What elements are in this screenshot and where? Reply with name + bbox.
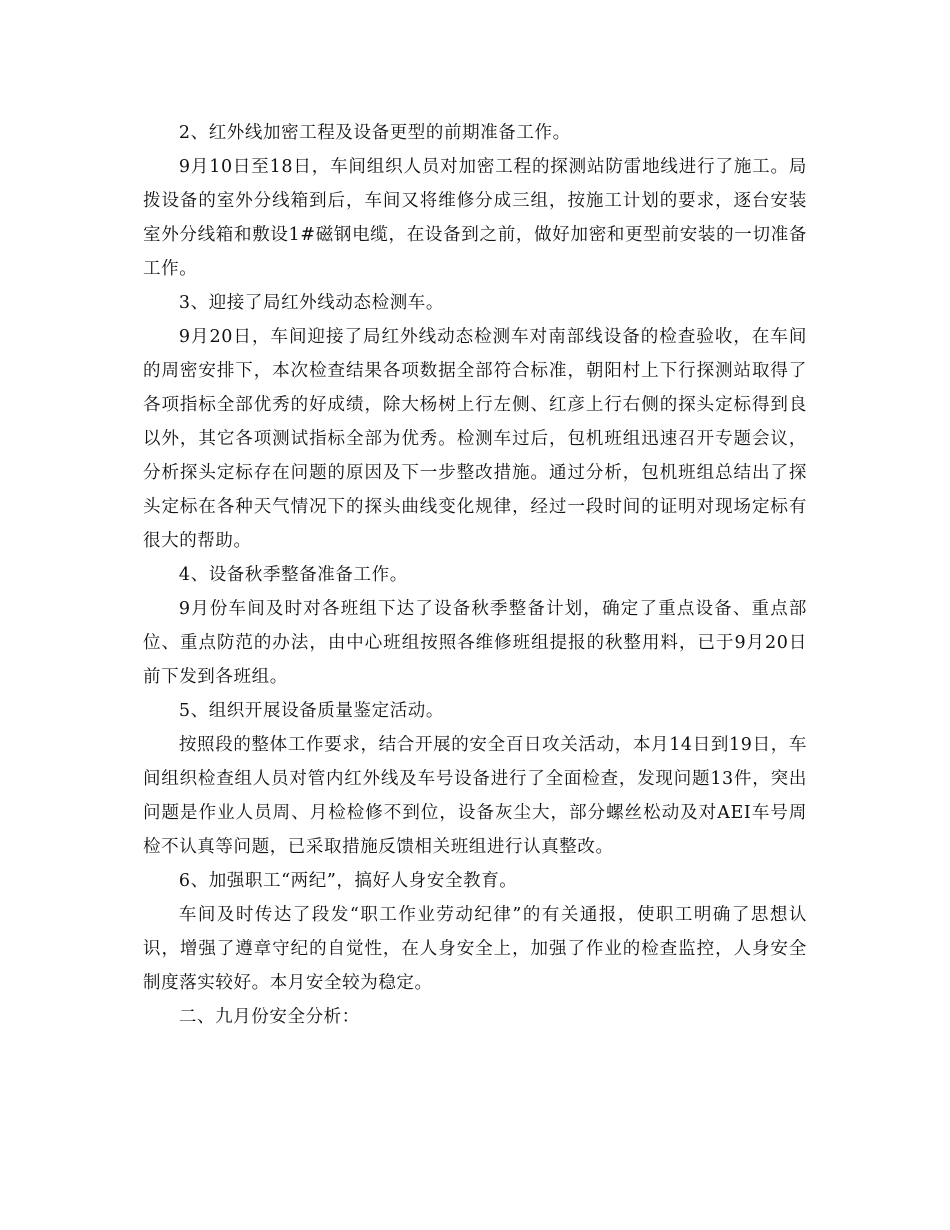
section-heading: 3、迎接了局红外线动态检测车。 (178, 293, 445, 313)
chapter-heading: 二、九月份安全分析： (178, 1007, 360, 1027)
document-body (143, 116, 807, 1034)
body-paragraph: 9月10日至18日，车间组织人员对加密工程的探测站防雷地线进行了施工。局拨设备的室外分线箱到后，车间又将维修分成三组，按施工计划的要求，逐台安装室外分线箱和敷设1#磁钢电缆，在设备到之前，做好加密和更型前安装的一切准备工作。 (143, 157, 807, 279)
body-paragraph: 9月份车间及时对各班组下达了设备秋季整备计划，确定了重点设备、重点部位、重点防范的办法，由中心班组按照各维修班组提报的秋整用料，已于9月20日前下发到各班组。 (143, 599, 807, 687)
section-heading: 2、红外线加密工程及设备更型的前期准备工作。 (178, 123, 571, 143)
body-paragraph: 9月20日，车间迎接了局红外线动态检测车对南部线设备的检查验收，在车间的周密安排下，本次检查结果各项数据全部符合标准，朝阳村上下行探测站取得了各项指标全部优秀的好成绩，除大杨树上行左侧、红彦上行右侧的探头定标得到良以外，其它各项测试指标全部为优秀。检测车过后，包机班组迅速召开专题会议，分析探头定标存在问题的原因及下一步整改措施。通过分析，包机班组总结出了探头定标在各种天气情况下的探头曲线变化规律，经过一段时间的证明对现场定标有很大的帮助。 (143, 327, 807, 551)
body-paragraph: 按照段的整体工作要求，结合开展的安全百日攻关活动，本月14日到19日，车间组织检查组人员对管内红外线及车号设备进行了全面检查，发现问题13件，突出问题是作业人员周、月检检修不到位，设备灰尘大，部分螺丝松动及对AEI车号周检不认真等问题，已采取措施反馈相关班组进行认真整改。 (143, 735, 807, 857)
section-heading: 6、加强职工“两纪”，搞好人身安全教育。 (178, 871, 518, 891)
section-heading: 4、设备秋季整备准备工作。 (178, 565, 408, 585)
section-heading: 5、组织开展设备质量鉴定活动。 (178, 701, 445, 721)
body-paragraph: 车间及时传达了段发“职工作业劳动纪律”的有关通报，使职工明确了思想认识，增强了遵章守纪的自觉性，在人身安全上，加强了作业的检查监控，人身安全制度落实较好。本月安全较为稳定。 (143, 905, 807, 993)
